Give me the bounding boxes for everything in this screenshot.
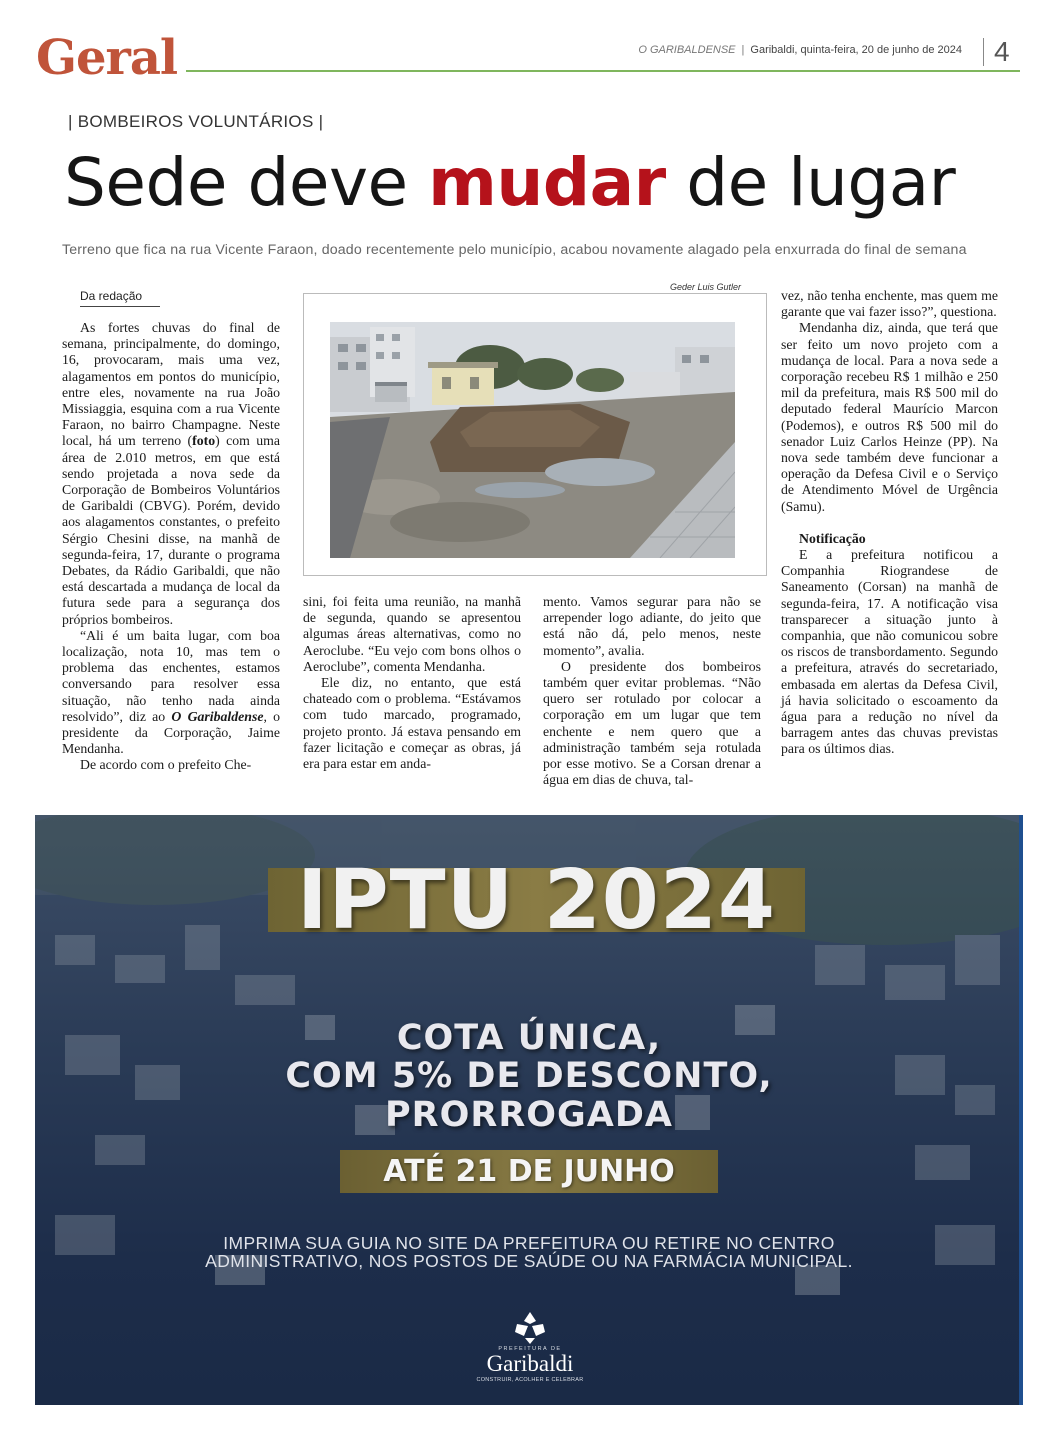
ad-instruction-line-2: ADMINISTRATIVO, NOS POSTOS DE SAÚDE OU NA FARMÁCIA MUNICIPAL. <box>205 1251 853 1271</box>
text-run: As fortes chuvas do final de semana, principalmente, do domingo, 16, provocaram, mais uma vez, alagamentos em pontos do município, entre eles, novamente na rua João Missiaggia, esquina com a rua Vicente Faraon, no bairro Champagne. Neste local, há um terreno ( <box>62 320 280 449</box>
page-number: 4 <box>994 36 1010 67</box>
byline: Da redação <box>80 289 143 303</box>
paragraph: Mendanha diz, ainda, que terá que ser feito um novo projeto com a mudança de local. Para a nova sede a corporação recebeu R$ 1 milhão e 250 mil da prefeitura, mais R$ 500 mil do deputado federal Maurício Marcon (Podemos), e outros R$ 500 mil do senador Luiz Carlos Heinze (PP). Na nova sede também deve funcionar a operação da Defesa Civil e o Serviço de Atendimento Móvel de Urgência (Samu). <box>781 320 998 514</box>
ad-offer-line-2: COM 5% DE DESCONTO, <box>285 1056 773 1096</box>
paragraph: Ele diz, no entanto, que está chateado com o problema. “Estávamos com tudo marcado, programado, projeto pronto. Já estava pensando em fazer licitação e começar as obras, já era para estar em anda- <box>303 675 521 772</box>
ad-instruction-line-1: IMPRIMA SUA GUIA NO SITE DA PREFEITURA OU RETIRE NO CENTRO <box>223 1233 835 1253</box>
page-number-separator <box>983 38 984 66</box>
article-column-3 <box>543 594 761 788</box>
paragraph <box>62 628 280 758</box>
article-subhead: Terreno que fica na rua Vicente Faraon, doado recentemente pelo município, acabou novamente alagado pela enxurrada do final de semana <box>62 242 967 258</box>
article-kicker: | BOMBEIROS VOLUNTÁRIOS | <box>68 112 324 131</box>
header-rule <box>186 70 1020 72</box>
masthead-separator: | <box>741 44 745 56</box>
headline-post: de lugar <box>665 144 956 221</box>
text-run: ) com uma área de 2.010 metros, em que está sendo projetada a nova sede da Corporação de Bombeiros Voluntários de Garibaldi (CBVG). Porém, devido aos alagamentos constantes, o prefeito Sérgio Chesini disse, na manhã de segunda-feira, 17, durante o programa Debates, da Rádio Garibaldi, que não está descartada a mudança de local da futura sede para a segurança dos próprios bombeiros. <box>62 433 280 627</box>
section-subheading: Notificação <box>799 530 866 546</box>
headline-pre: Sede deve <box>64 144 429 221</box>
section-title: Geral <box>36 30 178 86</box>
article-column-1 <box>62 320 280 774</box>
iptu-advertisement[interactable] <box>35 815 1023 1405</box>
text-run: , o presidente da Corporação, Jaime Mendanha. <box>62 708 280 757</box>
publication-name: O GARIBALDENSE <box>638 44 736 56</box>
ad-deadline: ATÉ 21 DE JUNHO <box>383 1154 675 1189</box>
paragraph: O presidente dos bombeiros também quer evitar problemas. “Não quero ser rotulado por colocar a corporação em um lugar que tem enchente e nem quero que a administração também seja rotulada por esse motivo. Se a Corsan drenar a água em dias de chuva, tal- <box>543 658 761 788</box>
bold-text: foto <box>192 433 216 449</box>
paragraph: mento. Vamos segurar para não se arrepender logo adiante, do jeito que está não dá, pelo menos, neste momento”, avalia. <box>543 594 761 658</box>
byline-rule <box>80 306 160 307</box>
article-column-4 <box>781 288 998 758</box>
ad-offer-line-1: COTA ÚNICA, <box>396 1018 662 1058</box>
city-emblem-icon <box>515 1312 545 1344</box>
article-headline <box>64 140 1024 226</box>
masthead <box>638 44 962 56</box>
logo-name: Garibaldi <box>486 1351 574 1376</box>
paragraph: E a prefeitura notificou a Companhia Riograndese de Saneamento (Corsan) na manhã de segunda-feira, 17. A notificação visa transparecer a situação junto à companhia, que não comunicou sobre os riscos de transbordamento. Segundo a prefeitura, através do secretariado, embasada em alertas da Defesa Civil, já havia solicitado o escoamento da água para a redução no nível da barragem antes das chuvas previstas para os últimos dias. <box>781 547 998 757</box>
ad-title: IPTU 2024 <box>297 853 776 948</box>
text-run: “Ali é um baita lugar, com boa localização, nota 10, mas tem o problema das enchentes, estamos conversando para resolver essa situação, não tenho nada ainda resolvido”, diz ao <box>62 627 280 724</box>
logo-prefix: PREFEITURA DE <box>498 1346 562 1352</box>
photo-credit: Geder Luis Gutler <box>670 282 742 292</box>
flooded-lot-illustration <box>330 322 735 558</box>
dateline: Garibaldi, quinta-feira, 20 de junho de 2024 <box>750 44 962 56</box>
logo-tagline: CONSTRUIR, ACOLHER E CELEBRAR <box>476 1377 584 1383</box>
article-photo <box>330 322 735 558</box>
paragraph: vez, não tenha enchente, mas quem me garante que vai fazer isso?”, questiona. <box>781 288 998 320</box>
publication-mention: O Garibaldense <box>171 708 264 724</box>
headline-highlight: mudar <box>428 144 666 221</box>
ad-offer-line-3: PRORROGADA <box>385 1095 673 1135</box>
paragraph: De acordo com o prefeito Che- <box>80 757 252 773</box>
garibaldi-logo <box>465 1310 595 1390</box>
paragraph: sini, foi feita uma reunião, na manhã de segunda, quando se apresentou algumas áreas alternativas, como no Aeroclube. “Eu vejo com bons olhos o Aeroclube”, comenta Mendanha. <box>303 594 521 674</box>
paragraph <box>62 320 280 628</box>
article-column-2 <box>303 594 521 772</box>
